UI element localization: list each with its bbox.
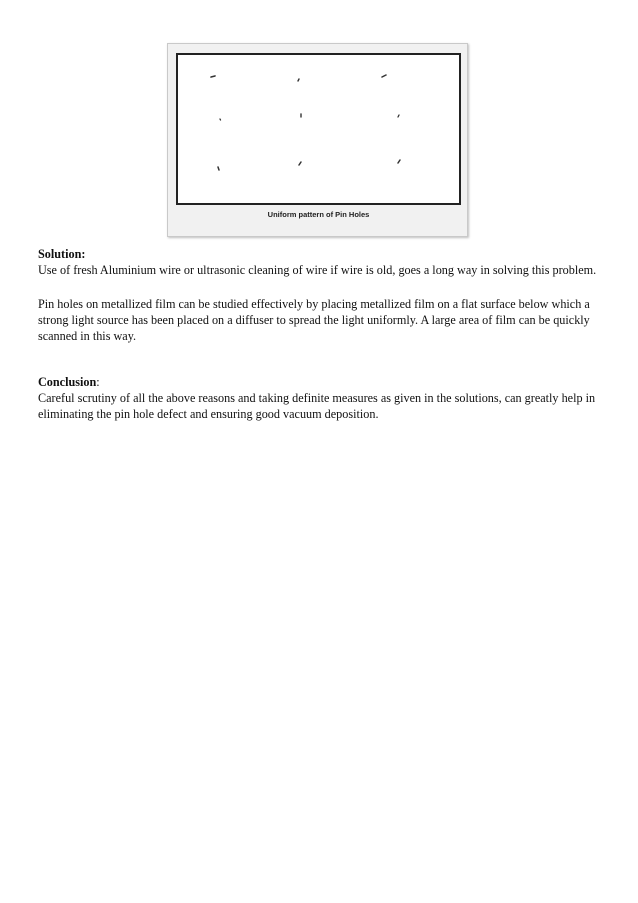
pin-hole-figure [167, 43, 468, 237]
pin-hole-mark [298, 79, 299, 81]
conclusion-section [38, 374, 598, 422]
pin-hole-mark [220, 119, 221, 120]
figure-caption: Uniform pattern of Pin Holes [267, 210, 370, 219]
conclusion-text: Careful scrutiny of all the above reasons and taking definite measures as given in the solutions, can greatly help in eliminating the pin hole defect and ensuring good vacuum deposition. [38, 391, 596, 421]
solution-heading: Solution: [38, 247, 86, 261]
pin-hole-pattern-image [168, 44, 469, 238]
pin-hole-mark [218, 167, 219, 170]
pin-hole-mark [398, 115, 399, 117]
solution-text: Use of fresh Aluminium wire or ultrasonic cleaning of wire if wire is old, goes a long way in solving this problem. [38, 263, 597, 277]
solution-section [38, 246, 598, 278]
pinhole-study-paragraph: Pin holes on metallized film can be studied effectively by placing metallized film on a flat surface below which a strong light source has been placed on a diffuser to spread the light uniformly. A large area of film can be quickly scanned in this way. [38, 297, 590, 343]
pin-hole-mark [211, 76, 215, 77]
conclusion-colon: : [96, 375, 100, 389]
conclusion-heading: Conclusion [38, 375, 97, 389]
conclusion-heading-line [38, 374, 598, 390]
